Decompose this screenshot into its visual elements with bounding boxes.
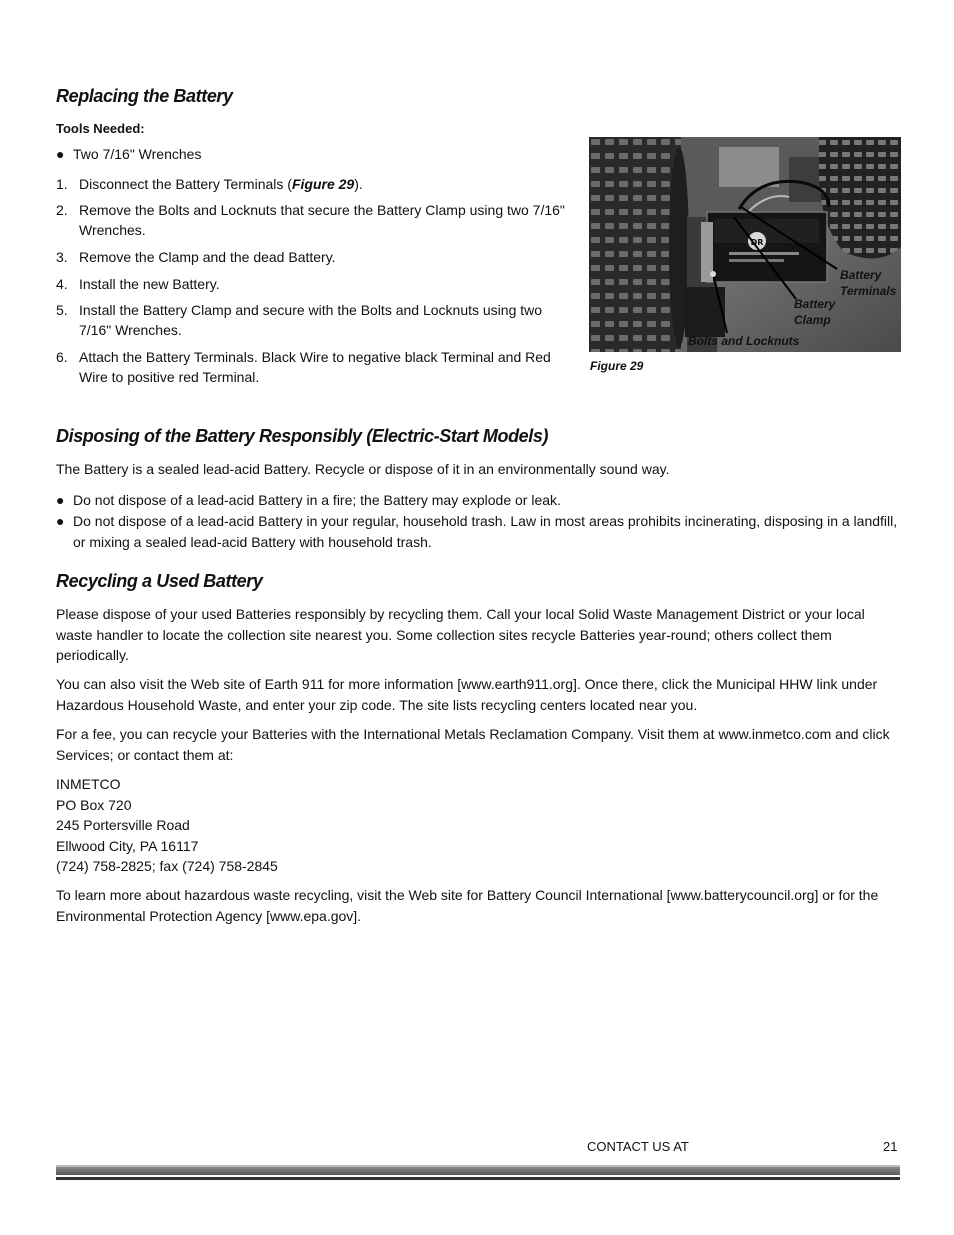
- step-2: 2. Remove the Bolts and Locknuts that secure the Battery Clamp using two 7/16" Wrenches.: [56, 202, 565, 238]
- step-3: 3. Remove the Clamp and the dead Battery.: [56, 249, 336, 265]
- label-battery-terminals: Battery Terminals: [840, 268, 897, 298]
- bullet-icon: ●: [56, 146, 65, 162]
- battery-logo: DR: [750, 238, 764, 247]
- recycling-paragraph-4: To learn more about hazardous waste recycling, visit the Web site for Battery Council International [www.batterycouncil.org] or for the Environmental Protection Agency [www.epa.gov].: [56, 887, 879, 924]
- figure-reference: Figure 29: [291, 176, 355, 192]
- battery-photo: [589, 137, 901, 352]
- label-bolts-locknuts: Bolts and Locknuts: [688, 334, 800, 348]
- recycling-paragraph-2: You can also visit the Web site of Earth 911 for more information [www.earth911.org]. Once there, click the Municipal HHW link under Hazardous Household Waste, and enter your zip code. The site lists recycling centers located near you.: [56, 676, 878, 713]
- step-5: 5. Install the Battery Clamp and secure with the Bolts and Locknuts using two 7/16" Wrenches.: [56, 302, 543, 338]
- recycling-paragraph-3: For a fee, you can recycle your Batteries with the International Metals Reclamation Company. Visit them at www.inmetco.com and click Services; or contact them at:: [56, 726, 890, 763]
- battery-illustration: [589, 137, 901, 352]
- disposal-bullet: ● Do not dispose of a lead-acid Battery in your regular, household trash. Law in most areas prohibits incinerating, disposing in a landfill, or mixing a sealed lead-acid Battery with household trash.: [56, 513, 898, 550]
- tool-item: ● Two 7/16" Wrenches: [56, 144, 556, 165]
- disposal-bullet: ● Do not dispose of a lead-acid Battery in a fire; the Battery may explode or leak.: [56, 490, 900, 511]
- step-6: 6. Attach the Battery Terminals. Black Wire to negative black Terminal and Red Wire to positive red Terminal.: [56, 349, 551, 385]
- recycling-paragraph-1: Please dispose of your used Batteries responsibly by recycling them. Call your local Solid Waste Management District or your local waste handler to locate the collection site nearest you. Some collection sites recycle Batteries year-round; others collect them periodically.: [56, 606, 865, 663]
- step-1: 1. Disconnect the Battery Terminals (Figure 29).: [56, 176, 363, 192]
- address-line: INMETCO: [56, 776, 121, 792]
- section-title-recycling: Recycling a Used Battery: [56, 571, 263, 591]
- bullet-icon: ●: [56, 513, 65, 529]
- address-line: 245 Portersville Road: [56, 817, 190, 833]
- tools-needed-heading: Tools Needed:: [56, 121, 145, 136]
- page-number: 21: [883, 1139, 898, 1154]
- disposing-intro: The Battery is a sealed lead-acid Battery. Recycle or dispose of it in an environmentally sound way.: [56, 461, 670, 477]
- bullet-icon: ●: [56, 492, 65, 508]
- figure-caption: Figure 29: [590, 359, 644, 373]
- footer-divider: [56, 1165, 900, 1180]
- inmetco-address: [56, 774, 456, 877]
- footer-contact: CONTACT US AT: [587, 1139, 689, 1154]
- section-title-disposing: Disposing of the Battery Responsibly (Electric-Start Models): [56, 426, 549, 446]
- step-4: 4. Install the new Battery.: [56, 276, 220, 292]
- section-title-replacing-battery: Replacing the Battery: [56, 86, 233, 106]
- address-line: Ellwood City, PA 16117: [56, 837, 199, 854]
- address-line: PO Box 720: [56, 796, 132, 813]
- label-battery-clamp: Battery Clamp: [794, 297, 836, 327]
- address-line: (724) 758-2825; fax (724) 758-2845: [56, 858, 278, 874]
